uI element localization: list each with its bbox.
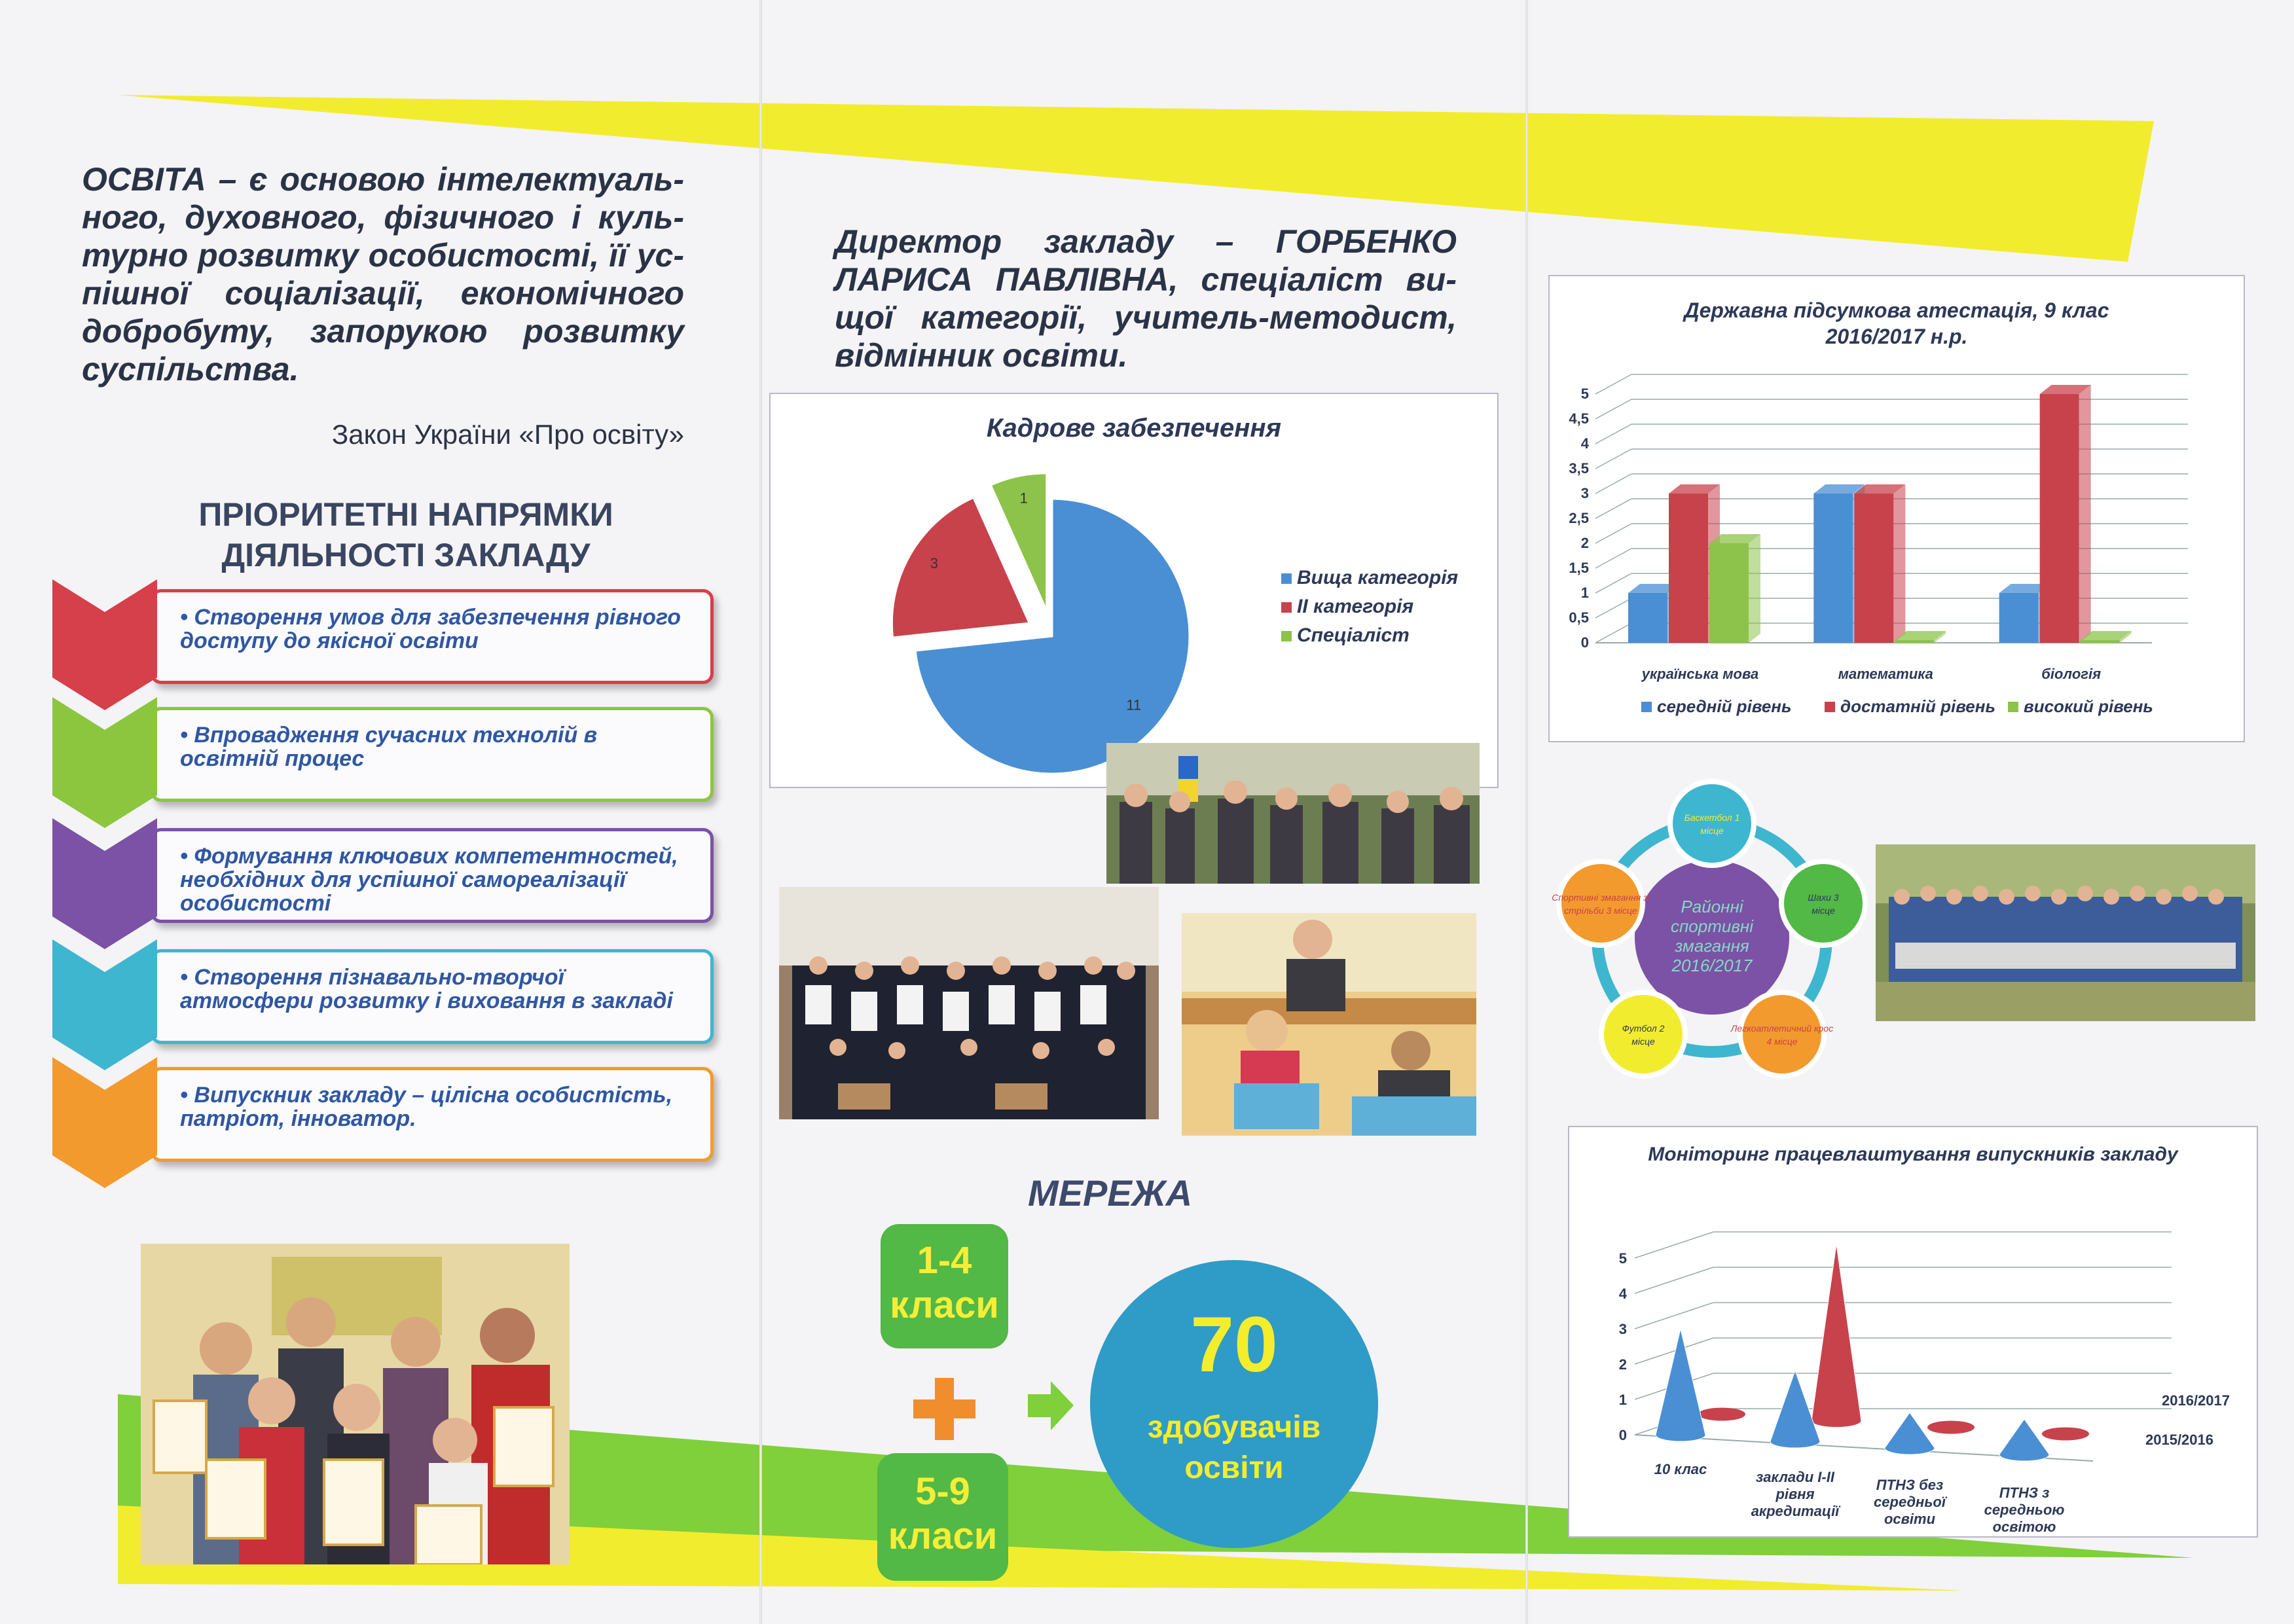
- legend-label: високий рівень: [2024, 696, 2153, 716]
- cycle-node: [1673, 784, 1751, 863]
- intro-text: ОСВІТА – є основою інтелектуального, духовного, фізичного і культурно розвитку особистості, її успішної соціалізації, економічного добробуту, запорукою розвитку суспільства.: [82, 161, 684, 388]
- cycle-node-label: Легкоатлетичний крос: [1730, 1023, 1834, 1034]
- cycle-center-label: Районні спортивні змагання 2016/2017: [1670, 897, 1753, 975]
- legend-swatch: [1281, 573, 1292, 584]
- attestation-bar-chart: [1548, 275, 2245, 742]
- chevron-purple-icon: [52, 818, 157, 956]
- bar: [1709, 543, 1749, 643]
- fold-line: [1525, 0, 1528, 1624]
- law-reference: Закон України «Про освіту»: [331, 419, 684, 450]
- legend-swatch: [1641, 702, 1652, 712]
- x-category-label: рівня: [1775, 1486, 1815, 1502]
- cycle-node-label: місце: [1631, 1036, 1655, 1047]
- sports-competitions-cycle: [1545, 766, 1885, 1093]
- sports-team-photo: [1876, 844, 2255, 1021]
- series-label: 2016/2017: [2162, 1392, 2230, 1409]
- cone-bar: [1885, 1413, 1935, 1454]
- series-label: 2015/2016: [2145, 1432, 2213, 1448]
- cycle-node-label: місце: [1700, 825, 1724, 836]
- cycle-node: [1561, 864, 1640, 943]
- x-category-label: заклади І-ІІ: [1756, 1469, 1834, 1485]
- y-tick-label: 4,5: [1569, 410, 1589, 427]
- x-category-label: освітою: [1992, 1519, 2056, 1535]
- employment-monitoring-chart: [1568, 1126, 2258, 1538]
- y-tick-label: 3: [1580, 485, 1589, 501]
- y-tick-label: 2,5: [1569, 510, 1589, 526]
- cycle-node: [1743, 995, 1821, 1074]
- total-students-circle: [1090, 1260, 1378, 1548]
- chevron-green-icon: [52, 697, 157, 835]
- classroom-children-photo: [1182, 913, 1476, 1136]
- legend-swatch: [1281, 631, 1292, 641]
- employment-chart-title: Моніторинг працевлаштування випускників закладу: [1648, 1144, 2178, 1165]
- y-tick-label: 0: [1580, 634, 1589, 651]
- y-tick-label: 4: [1618, 1286, 1627, 1302]
- cycle-node: [1604, 995, 1683, 1074]
- priority-item: • Створення пізнавально-творчої атмосфери розвитку і виховання в закладі: [151, 949, 714, 1044]
- y-tick-label: 2: [1580, 535, 1589, 551]
- event-photo: [1106, 743, 1480, 884]
- x-category-label: українська мова: [1641, 666, 1759, 682]
- bar: [1813, 494, 1853, 643]
- cycle-node-label: Футбол 2: [1622, 1023, 1665, 1034]
- bar: [1999, 593, 2039, 643]
- bar: [1854, 494, 1893, 643]
- bar: [1628, 593, 1667, 643]
- network-title: МЕРЕЖА: [1028, 1172, 1193, 1214]
- cone-base-zero: [1698, 1408, 1745, 1421]
- y-tick-label: 2: [1618, 1356, 1627, 1373]
- priority-item: • Створення умов для забезпечення рівного доступу до якісної освіти: [151, 589, 714, 684]
- cone-base-zero: [2042, 1428, 2089, 1441]
- pie-data-label: 11: [1126, 696, 1142, 713]
- attestation-chart-title: Державна підсумкова атестація, 9 клас 2016/2017 н.р.: [1684, 298, 2109, 348]
- y-tick-label: 3: [1618, 1321, 1627, 1337]
- y-tick-label: 4: [1580, 435, 1589, 452]
- bar-side: [2079, 385, 2091, 643]
- director-info: Директор закладу – ГОРБЕНКО ЛАРИСА ПАВЛІВНА, спеціаліст вищої категорії, учитель-методист, відмінник освіти.: [835, 223, 1457, 374]
- cone-bar: [1656, 1329, 1705, 1441]
- cycle-node-label: 4 місце: [1766, 1036, 1798, 1047]
- x-category-label: математика: [1838, 666, 1933, 682]
- chevron-cyan-icon: [52, 939, 157, 1077]
- legend-label: достатній рівень: [1840, 696, 1995, 716]
- priorities-title: ПРІОРИТЕТНІ НАПРЯМКИ ДІЯЛЬНОСТІ ЗАКЛАДУ: [198, 496, 613, 573]
- x-category-label: 10 клас: [1654, 1461, 1707, 1477]
- bar: [1669, 494, 1708, 643]
- x-category-label: освіти: [1884, 1511, 1936, 1527]
- cycle-node-label: Спортивні змагання зі: [1552, 892, 1650, 903]
- cycle-node: [1784, 864, 1863, 943]
- pie-data-label: 1: [1019, 490, 1028, 507]
- bar-side: [1749, 534, 1760, 643]
- x-category-label: акредитації: [1751, 1503, 1840, 1519]
- total-students-number: 70: [1190, 1301, 1278, 1388]
- legend-label: середній рівень: [1657, 696, 1792, 716]
- cycle-node-label: місце: [1812, 905, 1835, 916]
- employment-chart-plot: [1569, 1127, 2257, 1536]
- pie-chart-title: Кадрове забезпечення: [986, 414, 1282, 442]
- grades-1-4-box: 1-4 класи: [881, 1224, 1008, 1348]
- legend-label: Спеціаліст: [1297, 624, 1410, 646]
- y-tick-label: 1,5: [1569, 560, 1589, 576]
- cycle-node-label: Шахи 3: [1808, 892, 1839, 903]
- arrow-right-icon: [1028, 1381, 1074, 1430]
- cone-bar: [1999, 1419, 2049, 1461]
- staffing-pie-chart: [769, 393, 1499, 788]
- x-category-label: середньою: [1984, 1502, 2065, 1518]
- bar: [2081, 640, 2120, 643]
- attestation-chart-plot: [1550, 276, 2244, 741]
- bar: [2040, 394, 2079, 643]
- priority-item: • Формування ключових компетентностей, необхідних для успішної самореалізації особистості: [151, 828, 714, 923]
- chevron-orange-icon: [52, 1057, 157, 1195]
- bar-side: [1893, 484, 1905, 643]
- y-tick-label: 1: [1580, 585, 1589, 601]
- cone-bar: [1812, 1244, 1861, 1428]
- legend-swatch: [2008, 702, 2018, 712]
- legend-label: ІІ категорія: [1297, 596, 1414, 617]
- students-certificates-photo: [141, 1244, 570, 1564]
- legend-label: Вища категорія: [1297, 567, 1459, 588]
- cycle-node-label: стрільби 3 місце: [1564, 905, 1637, 916]
- fold-line: [759, 0, 762, 1624]
- priority-item: • Впровадження сучасних технолій в освітній процес: [151, 707, 714, 802]
- plus-icon: [913, 1378, 975, 1440]
- x-category-label: середньої: [1874, 1494, 1946, 1510]
- y-tick-label: 1: [1618, 1392, 1627, 1408]
- total-students-label: здобувачів освіти: [1147, 1410, 1321, 1485]
- class-group-photo: [779, 887, 1159, 1119]
- y-tick-label: 0,5: [1569, 609, 1589, 626]
- cone-base-zero: [1927, 1421, 1975, 1434]
- x-category-label: ПТНЗ без: [1876, 1477, 1944, 1493]
- cone-bar: [1770, 1371, 1820, 1448]
- grades-5-9-box: 5-9 класи: [877, 1453, 1008, 1581]
- y-tick-label: 5: [1580, 386, 1589, 402]
- cycle-node-label: Баскетбол 1: [1684, 812, 1740, 823]
- chevron-red-icon: [52, 579, 157, 717]
- y-tick-label: 0: [1618, 1427, 1627, 1443]
- legend-swatch: [1281, 602, 1292, 613]
- legend-swatch: [1825, 702, 1835, 712]
- bar: [1895, 640, 1934, 643]
- pie-data-label: 3: [930, 555, 938, 571]
- y-tick-label: 5: [1618, 1250, 1627, 1267]
- priority-item: • Випускник закладу – цілісна особистість, патріот, інноватор.: [151, 1067, 714, 1162]
- x-category-label: біологія: [2041, 666, 2102, 682]
- x-category-label: ПТНЗ з: [1999, 1485, 2050, 1501]
- pie-chart-plot: [771, 394, 1497, 787]
- y-tick-label: 3,5: [1569, 460, 1589, 477]
